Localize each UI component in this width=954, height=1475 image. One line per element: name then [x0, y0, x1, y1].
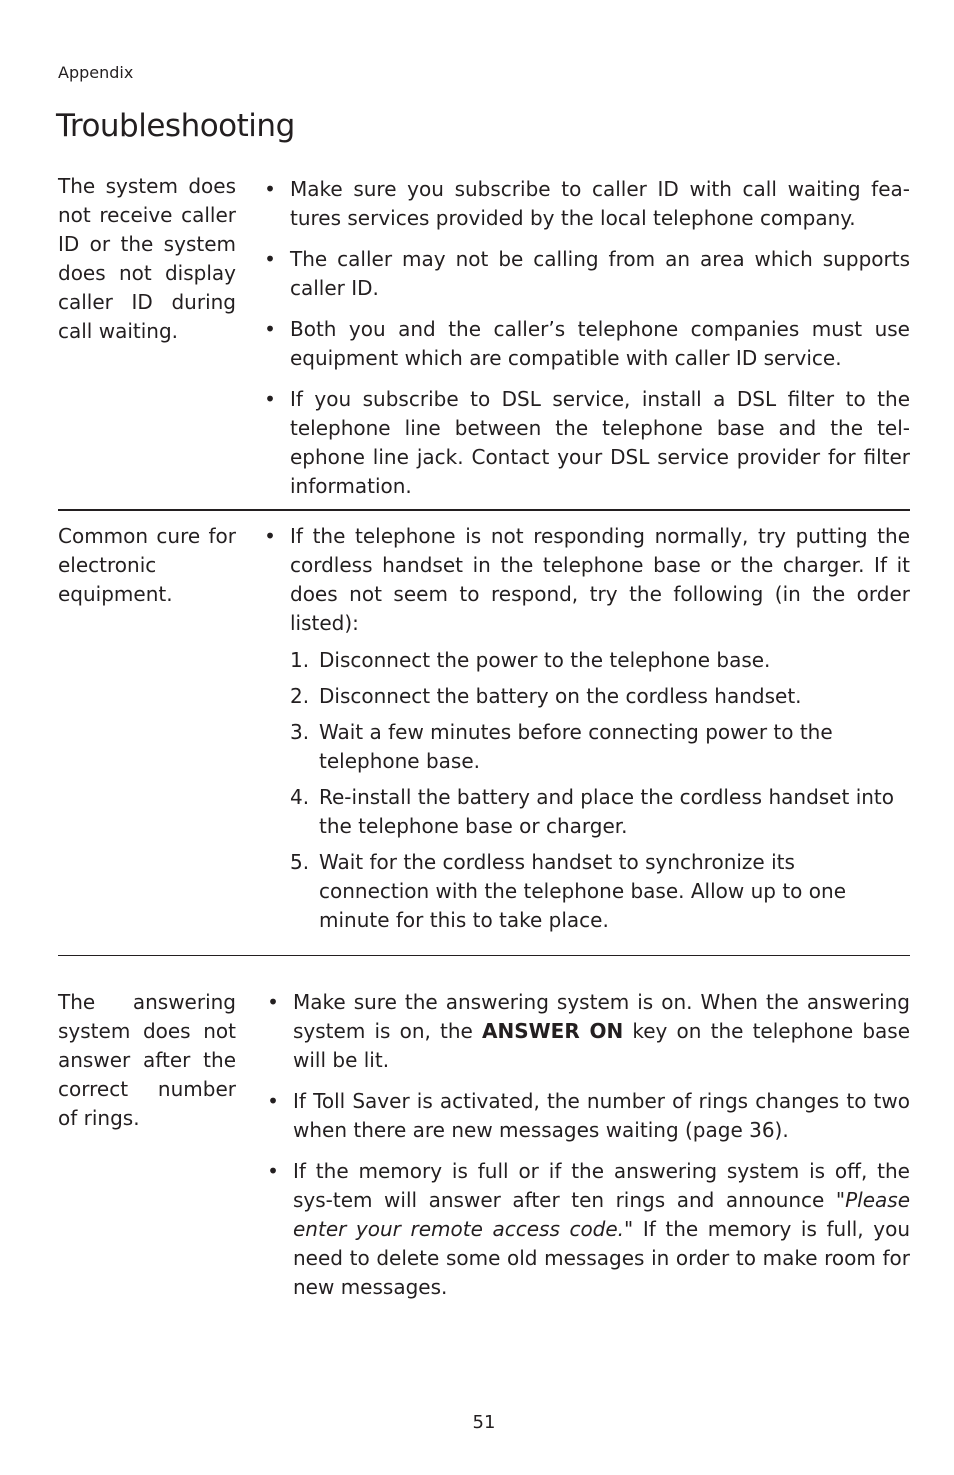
step-item: 4. Re-install the battery and place the cordless handset into the telephone base or charger.: [290, 785, 894, 838]
list-item: • The caller may not be calling from an area which supports caller ID.: [264, 247, 910, 300]
list-item-text: Make sure you subscribe to caller ID with call waiting fea-tures services provided by the local telephone company.: [290, 177, 910, 230]
list-item: • Both you and the caller’s telephone companies must use equipment which are compatible with caller ID service.: [264, 317, 910, 370]
step-item: 2. Disconnect the battery on the cordless handset.: [290, 684, 802, 708]
list-item-text: If the telephone is not responding normally, try putting the cordless handset in the telephone base or the charger. If it does not seem to respond, try the following (in the order listed):: [290, 524, 910, 635]
list-item-text: If Toll Saver is activated, the number of rings changes to two when there are new messages waiting (page 36).: [293, 1089, 910, 1142]
step-text: Disconnect the battery on the cordless handset.: [319, 684, 802, 708]
numbered-steps: [290, 646, 910, 935]
announcement-quote: "Please enter your remote access code.": [293, 1188, 910, 1241]
section-divider: [58, 955, 910, 956]
step-item: 5. Wait for the cordless handset to synchronize its connection with the telephone base. Allow up to one minute for this to take place.: [290, 850, 846, 932]
list-item: • If the telephone is not responding normally, try putting the cordless handset in the telephone base or the charger. If it does not seem to respond, try the following (in the order listed):: [264, 524, 910, 635]
step-text: Re-install the battery and place the cordless handset into the telephone base or charger.: [319, 785, 894, 838]
list-item-text: Both you and the caller’s telephone companies must use equipment which are compatible with caller ID service.: [290, 317, 910, 370]
solution-list: [264, 175, 910, 513]
solution-list: [264, 522, 910, 942]
list-item: • If the memory is full or if the answering system is off, the sys-tem will answer after ten rings and announce "Please enter your remote access code." If the memory is full, you need to delete some old messages in order to make room for new messages.: [267, 1159, 911, 1299]
section-divider: [58, 509, 910, 511]
section-label: Appendix: [58, 63, 134, 82]
step-item: 3. Wait a few minutes before connecting power to the telephone base.: [290, 720, 833, 773]
solution-list: [267, 988, 910, 1314]
step-text: Wait a few minutes before connecting power to the telephone base.: [319, 720, 833, 773]
list-item-text: If you subscribe to DSL service, install a DSL filter to the telephone line between the telephone base and the tel-ephone line jack. Contact your DSL service provider for filter information.: [290, 387, 910, 498]
step-text: Wait for the cordless handset to synchronize its connection with the telephone base. Allow up to one minute for this to take place.: [319, 850, 846, 932]
step-text: Disconnect the power to the telephone base.: [319, 648, 771, 672]
list-item: • Make sure you subscribe to caller ID with call waiting fea-tures services provided by the local telephone company.: [264, 177, 910, 230]
list-item-text: The caller may not be calling from an area which supports caller ID.: [290, 247, 910, 300]
list-item: • Make sure the answering system is on. When the answering system is on, the ANSWER ON key on the telephone base will be lit.: [267, 990, 910, 1072]
list-item-text: If the memory is full or if the answering system is off, the sys-tem will answer after ten rings and announce "Please enter your remote access code." If the memory is full, you need to delete some old messages in order to make room for new messages.: [293, 1159, 911, 1299]
problem-text: The system does not receive caller ID or the system does not display caller ID during call waiting.: [58, 174, 236, 343]
page-number: 51: [472, 1412, 496, 1433]
list-item: • If Toll Saver is activated, the number of rings changes to two when there are new messages waiting (page 36).: [267, 1089, 910, 1142]
step-item: 1. Disconnect the power to the telephone base.: [290, 648, 771, 672]
list-item-text: Make sure the answering system is on. When the answering system is on, the ANSWER ON key on the telephone base will be lit.: [293, 990, 910, 1072]
page-title: Troubleshooting: [56, 108, 295, 144]
answer-on-key-label: ANSWER ON: [481, 1019, 624, 1043]
problem-text: The answering system does not answer after the correct number of rings.: [58, 990, 236, 1130]
problem-text: Common cure for electronic equipment.: [58, 524, 236, 606]
list-item: • If you subscribe to DSL service, install a DSL filter to the telephone line between the telephone base and the tel-ephone line jack. Contact your DSL service provider for filter information.: [264, 387, 910, 498]
